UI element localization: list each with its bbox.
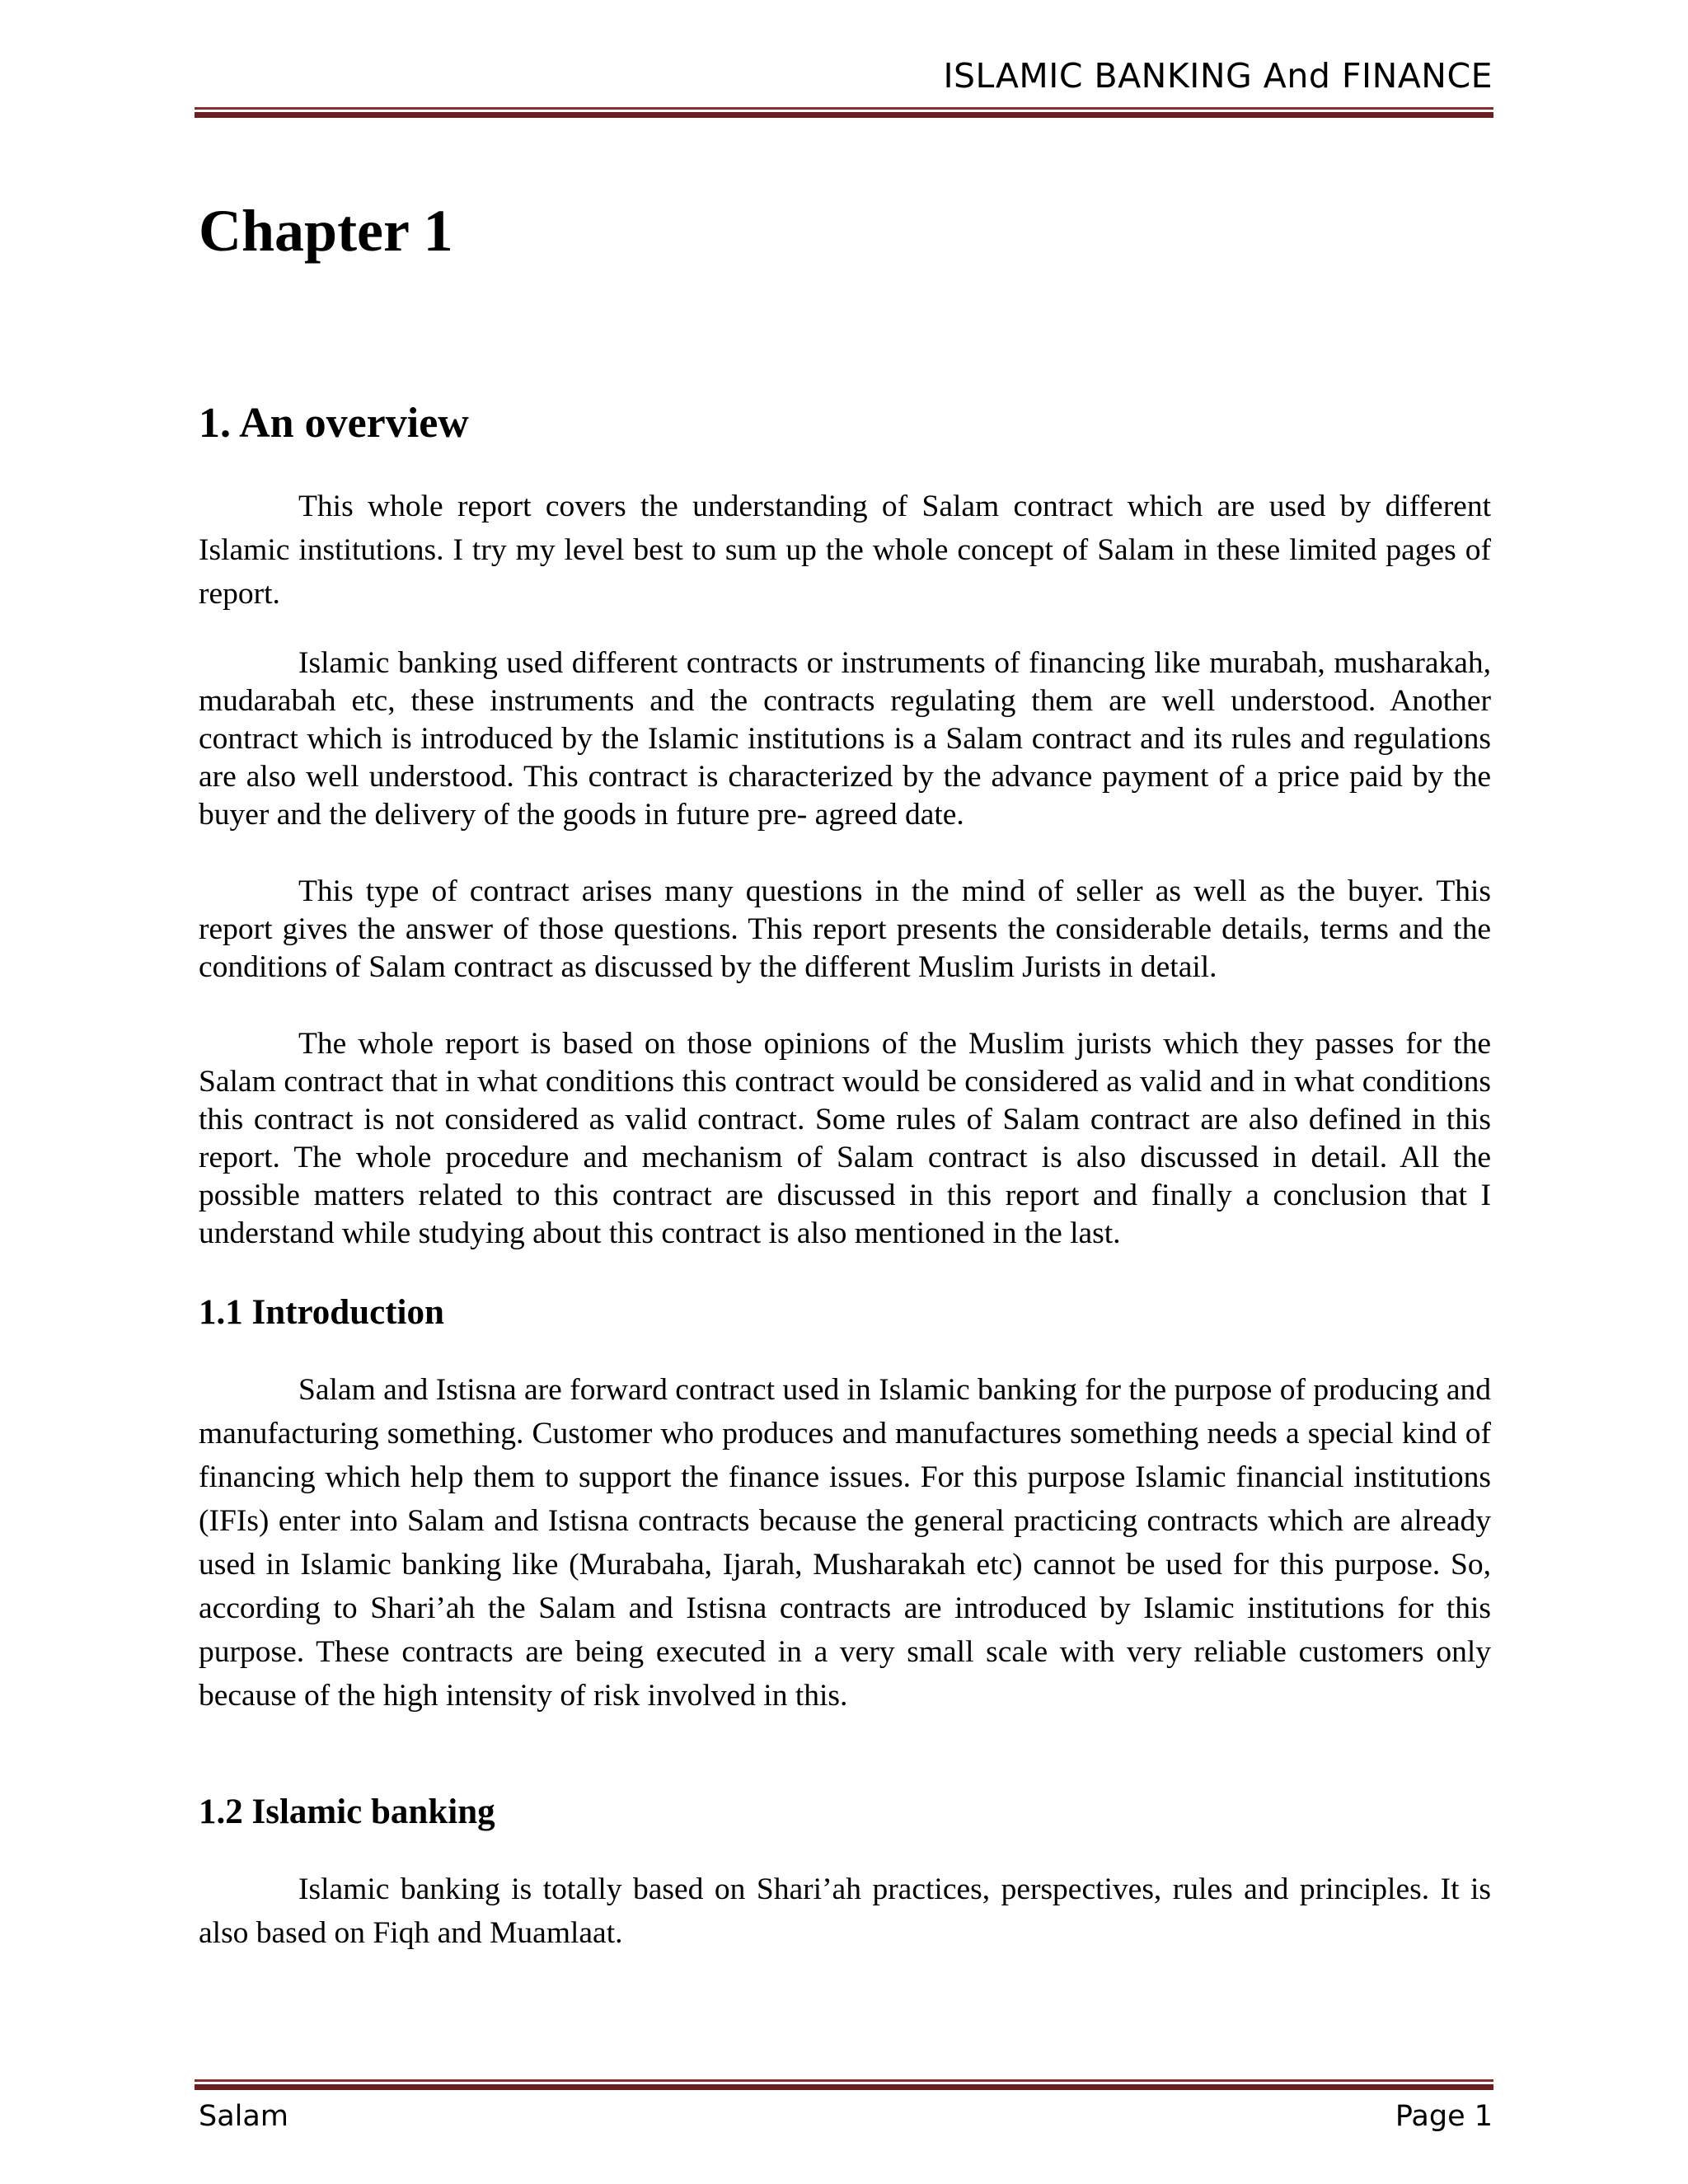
overview-paragraph-3: This type of contract arises many questions in the mind of seller as well as the buyer. This report gives the answer of those questions. This report presents the considerable details, terms and the conditions of Salam contract as discussed by the different Muslim Jurists in detail. xyxy=(199,874,1491,984)
section-heading-overview: 1. An overview xyxy=(199,400,469,447)
overview-paragraph-1: This whole report covers the understanding of Salam contract which are used by different Islamic institutions. I try my level best to sum up the whole concept of Salam in these limited pages of report. xyxy=(199,490,1491,611)
section-heading-islamic-banking: 1.2 Islamic banking xyxy=(199,1793,495,1831)
islamic-banking-paragraph-1: Islamic banking is totally based on Shari’ah practices, perspectives, rules and principles. It is also based on Fiqh and Muamlaat. xyxy=(199,1872,1491,1950)
running-header: ISLAMIC BANKING And FINANCE xyxy=(943,56,1493,96)
footer-document-name: Salam xyxy=(199,2100,288,2133)
header-rule-thick xyxy=(195,112,1493,118)
header-rule xyxy=(195,107,1493,118)
footer-rule xyxy=(195,2079,1493,2090)
overview-paragraph-2: Islamic banking used different contracts or instruments of financing like murabah, musharakah, mudarabah etc, these instruments and the contracts regulating them are well understood. Another contract which is introduced by the Islamic institutions is a Salam contract and its rules and regulations are also well understood. This contract is characterized by the advance payment of a price paid by the buyer and the delivery of the goods in future pre- agreed date. xyxy=(199,646,1491,832)
overview-paragraph-4: The whole report is based on those opinions of the Muslim jurists which they passes for the Salam contract that in what conditions this contract would be considered as valid and in what conditions this contract is not considered as valid contract. Some rules of Salam contract are also defined in this report. The whole procedure and mechanism of Salam contract is also discussed in detail. All the possible matters related to this contract are discussed in this report and finally a conclusion that I understand while studying about this contract is also mentioned in the last. xyxy=(199,1027,1491,1250)
chapter-title: Chapter 1 xyxy=(199,198,453,264)
footer-page-number: Page 1 xyxy=(1395,2100,1493,2133)
section-heading-introduction: 1.1 Introduction xyxy=(199,1293,444,1332)
introduction-paragraph-1: Salam and Istisna are forward contract used in Islamic banking for the purpose of producing and manufacturing something. Customer who produces and manufactures something needs a special kind of financing which help them to support the finance issues. For this purpose Islamic financial institutions (IFIs) enter into Salam and Istisna contracts because the general practicing contracts which are already used in Islamic banking like (Murabaha, Ijarah, Musharakah etc) cannot be used for this purpose. So, according to Shari’ah the Salam and Istisna contracts are introduced by Islamic institutions for this purpose. These contracts are being executed in a very small scale with very reliable customers only because of the high intensity of risk involved in this. xyxy=(199,1373,1491,1713)
footer-rule-thick xyxy=(195,2084,1493,2090)
